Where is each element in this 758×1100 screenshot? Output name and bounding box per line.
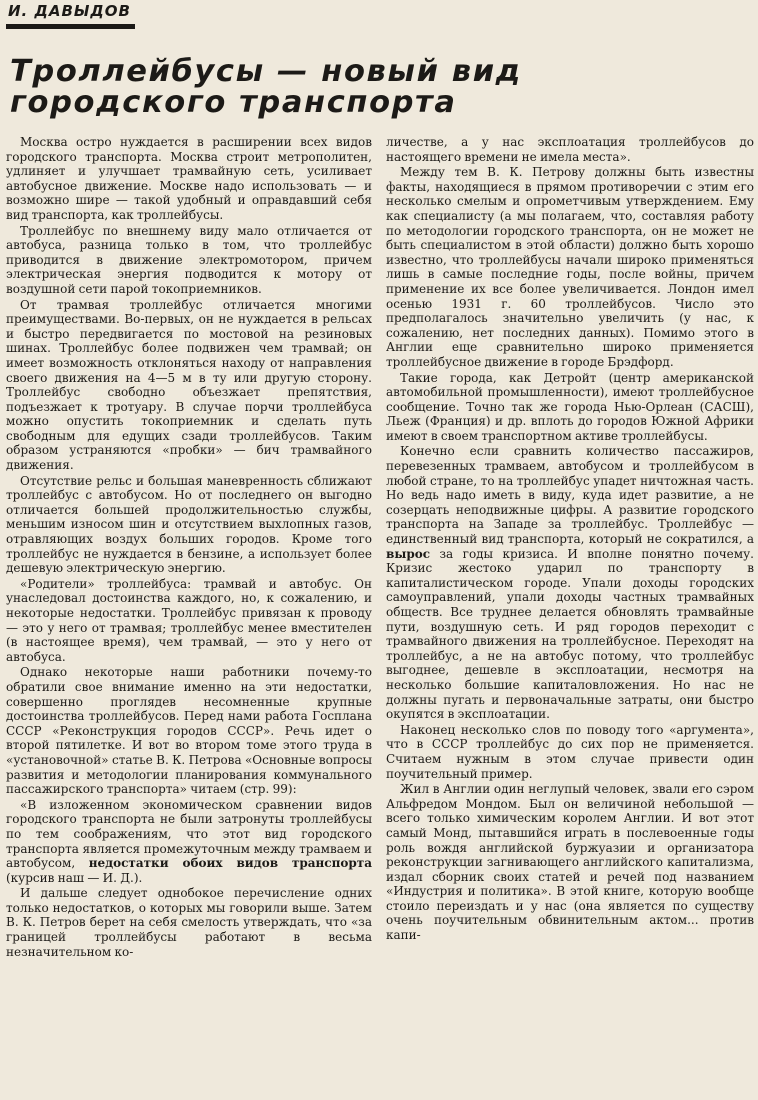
paragraph: Однако некоторые наши работники почему-то обратили свое внимание именно на эти недостатки, совершенно проглядев несомненные крупные достоинства троллейбусов. Перед нами работа Госплана СССР «Реконструкция городов СССР». Речь идет о второй пятилетке. И вот во втором томе этого труда в «установочной» статье В. К. Петрова «Основные вопросы развития и методологии планирования коммунального пассажирского транспорта» читаем (стр. 99): [6,665,372,797]
paragraph: Наконец несколько слов по поводу того «аргумента», что в СССР троллейбус до сих пор не применяется. Считаем нужным в этом случае привести один поучительный пример. [386,722,754,781]
paragraph: Москва остро нуждается в расширении всех видов городского транспорта. Москва строит метрополитен, удлиняет и улучшает трамвайную сеть, усиливает автобусное движение. Москве надо использовать — и возможно шире — такой удобный и оправдавший себя вид транспорта, как троллейбусы. [6,135,372,222]
paragraph: Жил в Англии один неглупый человек, звали его сэром Альфредом Мондом. Был он величиной небольшой — всего только химическим королем Англии. И вот этот самый Монд, пытавшийся играть в послевоенные годы роль вождя английской буржуазии и организатора реконструкции загнивающего английского капитализма, издал сборник своих статей и речей под названием «Индустрия и политика». В этой книге, которую вообще стоило переиздать и у нас (она является по существу очень поучительным обвинительным актом... против капи- [386,782,754,943]
left-column [6,135,372,1100]
author-byline: И. ДАВЫДОВ [6,2,135,29]
right-column [386,135,754,1100]
paragraph: Между тем В. К. Петрову должны быть известны факты, находящиеся в прямом противоречии с этим его несколько смелым и опрометчивым утверждением. Ему как специалисту (а мы полагаем, что, составляя работу по методологии городского транспорта, он не может не быть специалистом в этой области) должно быть хорошо известно, что троллейбусы начали широко применяться лишь в самые последние годы, после войны, причем применение их все более увеличивается. Лондон имел осенью 1931 г. 60 троллейбусов. Число это предполагалось значительно увеличить (у нас, к сожалению, нет последних данных). Помимо этого в Англии еще сравнительно широко применяется троллейбусное движение в городе Брэдфорд. [386,165,754,369]
emphasis-text: вырос [386,546,431,561]
title-line-1: Троллейбусы — новый вид [10,54,522,89]
emphasis-text: недостатки обоих видов транспорта [88,856,372,871]
paragraph-text: за годы кризиса. И вполне понятно почему. Кризис жестоко ударил по транспорту в капиталистическом городе. Упали доходы городских самоуправлений, упали доходы частных трамвайных обществ. Все труднее делается обновлять трамвайные пути, воздушную сеть. И ряд городов переходит с трамвайного движения на троллейбусное. Переходят на троллейбус, а не на автобус потому, что троллейбус выгоднее, дешевле в эксплоатации, несмотря на несколько большие капиталовложения. Но нас не должны пугать и первоначальные затраты, они быстро окупятся в эксплоатации. [386,546,754,722]
paragraph [386,444,754,721]
article-title [10,56,750,118]
paragraph: Троллейбус по внешнему виду мало отличается от автобуса, разница только в том, что троллейбус приводится в движение электромотором, причем электрическая энергия подводится к мотору от воздушной сети парой токоприемников. [6,223,372,296]
quote-attribution: (курсив наш — И. Д.). [6,870,143,885]
paragraph: От трамвая троллейбус отличается многими преимуществами. Во-первых, он не нуждается в рельсах и быстро передвигается по мостовой на резиновых шинах. Троллейбус более подвижен чем трамвай; он имеет возможность отклоняться находу от направления своего движения на 4—5 м в ту или другую сторону. Троллейбус свободно объезжает препятствия, подъезжает к тротуару. В случае порчи троллейбуса можно опустить токоприемник и сделать путь свободным для едущих сзади троллейбусов. Таким образом устраняются «пробки» — бич трамвайного движения. [6,297,372,473]
quote-text: «В изложенном экономическом сравнении видов городского транспорта не были затронуты троллейбусы по тем соображениям, что этот вид городского транспорта является промежуточным между трамваем и автобусом, [6,797,372,871]
paragraph: И дальше следует однобокое перечисление одних только недостатков, о которых мы говорили выше. Затем В. К. Петров берет на себя смелость утверждать, что «за границей троллейбусы работают в весьма незначительном ко- [6,886,372,959]
paragraph: «Родители» троллейбуса: трамвай и автобус. Он унаследовал достоинства каждого, но, к сожалению, и некоторые недостатки. Троллейбус привязан к проводу — это у него от трамвая; троллейбус менее вместителен (в настоящее время), чем трамвай, — это у него от автобуса. [6,576,372,664]
paragraph: Отсутствие рельс и большая маневренность сближают троллейбус с автобусом. Но от последнего он выгодно отличается большей продолжительностью службы, меньшим износом шин и отсутствием выхлопных газов, отравляющих воздух больших городов. Кроме того троллейбус не нуждается в бензине, а использует более дешевую электрическую энергию. [6,473,372,576]
paragraph-text: Конечно если сравнить количество пассажиров, перевезенных трамваем, автобусом и троллейбусом в любой стране, то на троллейбус упадет ничтожная часть. Но ведь надо иметь в виду, куда идет развитие, а не созерцать неподвижные цифры. А развитие городского транспорта на Западе за троллейбус. Троллейбус — единственный вид транспорта, который не сократился, а [386,444,754,547]
quote-paragraph [6,798,372,886]
title-line-2: городского транспорта [10,85,457,120]
paragraph: Такие города, как Детройт (центр американской автомобильной промышленности), имеют троллейбусное сообщение. Точно так же города Нью-Орлеан (САСШ), Льеж (Франция) и др. вплоть до городов Южной Африки имеют в своем транспортном активе троллейбусы. [386,370,754,443]
paragraph-continued: личестве, а у нас эксплоатация троллейбусов до настоящего времени не имела места». [386,135,754,164]
